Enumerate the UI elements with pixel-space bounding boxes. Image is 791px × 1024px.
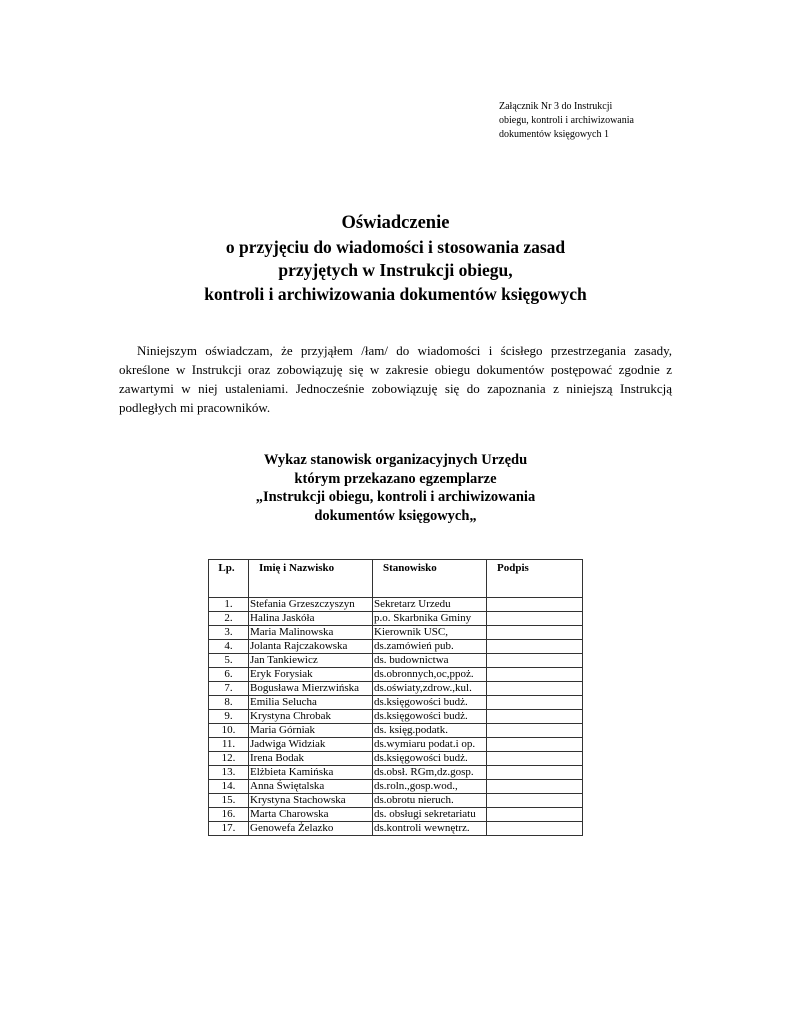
row-position: p.o. Skarbnika Gminy (373, 612, 487, 626)
row-number: 4. (209, 640, 249, 654)
row-signature (487, 640, 583, 654)
row-signature (487, 598, 583, 612)
row-signature (487, 822, 583, 836)
header-lp: Lp. (209, 560, 249, 598)
table-row (209, 808, 583, 822)
row-signature (487, 738, 583, 752)
row-position: ds. księg.podatk. (373, 724, 487, 738)
row-name: Elżbieta Kamińska (249, 766, 373, 780)
header-name: Imię i Nazwisko (249, 560, 373, 598)
table-row (209, 668, 583, 682)
document-title (100, 212, 691, 306)
row-number: 10. (209, 724, 249, 738)
attachment-line: dokumentów księgowych 1 (499, 129, 609, 140)
staff-table (208, 559, 583, 836)
attachment-note (499, 100, 729, 142)
table-header-row (209, 560, 583, 598)
table-row (209, 654, 583, 668)
title-line: przyjętych w Instrukcji obiegu, (278, 260, 513, 280)
list-title-line: którym przekazano egzemplarze (294, 470, 497, 487)
table-row (209, 612, 583, 626)
table-row (209, 640, 583, 654)
table-row (209, 710, 583, 724)
row-position: ds.wymiaru podat.i op. (373, 738, 487, 752)
row-number: 5. (209, 654, 249, 668)
row-name: Stefania Grzeszczyszyn (249, 598, 373, 612)
row-number: 3. (209, 626, 249, 640)
row-number: 2. (209, 612, 249, 626)
row-name: Anna Świętalska (249, 780, 373, 794)
row-name: Genowefa Żelazko (249, 822, 373, 836)
table-row (209, 794, 583, 808)
row-number: 13. (209, 766, 249, 780)
row-number: 8. (209, 696, 249, 710)
row-position: ds.obrotu nieruch. (373, 794, 487, 808)
row-name: Emilia Selucha (249, 696, 373, 710)
row-number: 6. (209, 668, 249, 682)
header-signature: Podpis (487, 560, 583, 598)
row-name: Jan Tankiewicz (249, 654, 373, 668)
header-position: Stanowisko (373, 560, 487, 598)
table-row (209, 626, 583, 640)
table-row (209, 724, 583, 738)
row-position: Sekretarz Urzedu (373, 598, 487, 612)
row-signature (487, 696, 583, 710)
row-position: ds.obronnych,oc,ppoż. (373, 668, 487, 682)
row-number: 14. (209, 780, 249, 794)
row-name: Jolanta Rajczakowska (249, 640, 373, 654)
table-row (209, 682, 583, 696)
table-row (209, 738, 583, 752)
title-line: kontroli i archiwizowania dokumentów księgowych (204, 283, 587, 304)
list-title-line: „Instrukcji obiegu, kontroli i archiwizowania (255, 489, 536, 506)
row-name: Maria Górniak (249, 724, 373, 738)
row-signature (487, 612, 583, 626)
row-signature (487, 710, 583, 724)
row-position: ds.roln.,gosp.wod., (373, 780, 487, 794)
row-position: ds.kontroli wewnętrz. (373, 822, 487, 836)
table-row (209, 822, 583, 836)
row-position: ds.księgowości budż. (373, 752, 487, 766)
row-name: Halina Jaskóła (249, 612, 373, 626)
row-signature (487, 766, 583, 780)
table-row (209, 696, 583, 710)
row-position: ds. budownictwa (373, 654, 487, 668)
list-title-line: Wykaz stanowisk organizacyjnych Urzędu (263, 452, 528, 468)
row-signature (487, 626, 583, 640)
table-row (209, 752, 583, 766)
attachment-line: obiegu, kontroli i archiwizowania (499, 115, 634, 126)
row-name: Eryk Forysiak (249, 668, 373, 682)
table-row (209, 766, 583, 780)
row-number: 7. (209, 682, 249, 696)
row-number: 11. (209, 738, 249, 752)
row-signature (487, 780, 583, 794)
row-number: 17. (209, 822, 249, 836)
title-line: o przyjęciu do wiadomości i stosowania zasad (225, 236, 566, 257)
row-position: ds.księgowości budż. (373, 696, 487, 710)
row-number: 12. (209, 752, 249, 766)
list-title-line: dokumentów księgowych„ (314, 508, 477, 525)
title-line: Oświadczenie (341, 213, 450, 233)
row-position: ds.oświaty,zdrow.,kul. (373, 682, 487, 696)
row-signature (487, 724, 583, 738)
row-number: 15. (209, 794, 249, 808)
row-name: Bogusława Mierzwińska (249, 682, 373, 696)
row-signature (487, 654, 583, 668)
row-name: Krystyna Chrobak (249, 710, 373, 724)
row-name: Irena Bodak (249, 752, 373, 766)
table-row (209, 598, 583, 612)
list-title (180, 451, 611, 526)
row-signature (487, 668, 583, 682)
row-signature (487, 808, 583, 822)
row-name: Marta Charowska (249, 808, 373, 822)
row-name: Maria Malinowska (249, 626, 373, 640)
table-row (209, 780, 583, 794)
row-signature (487, 752, 583, 766)
row-name: Jadwiga Widziak (249, 738, 373, 752)
row-number: 16. (209, 808, 249, 822)
row-position: ds.zamówień pub. (373, 640, 487, 654)
row-position: ds.obsł. RGm,dz.gosp. (373, 766, 487, 780)
row-name: Krystyna Stachowska (249, 794, 373, 808)
row-number: 1. (209, 598, 249, 612)
row-signature (487, 682, 583, 696)
row-number: 9. (209, 710, 249, 724)
row-position: ds. obsługi sekretariatu (373, 808, 487, 822)
attachment-line: Załącznik Nr 3 do Instrukcji (499, 101, 613, 112)
row-signature (487, 794, 583, 808)
row-position: ds.księgowości budż. (373, 710, 487, 724)
statement-paragraph: Niniejszym oświadczam, że przyjąłem /łam/ do wiadomości i ścisłego przestrzegania zasady, określone w Instrukcji oraz zobowiązuję się w zakresie obiegu dokumentów postępować zgodnie z zawartymi w niej ustaleniami. Jednocześnie zobowiązuję się do zapoznania z niniejszą Instrukcją podległych mi pracowników. (119, 343, 672, 415)
table-body (209, 598, 583, 836)
row-position: Kierownik USC, (373, 626, 487, 640)
